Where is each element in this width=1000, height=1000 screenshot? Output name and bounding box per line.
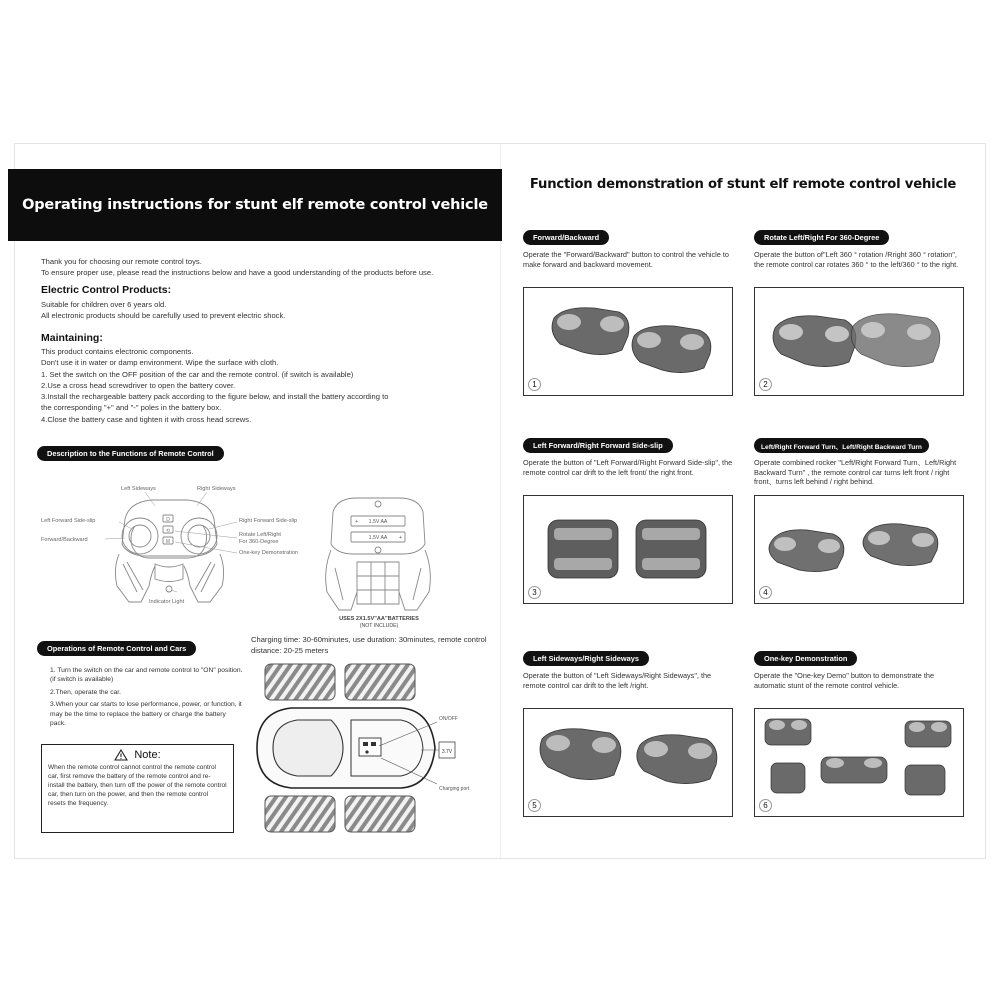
svg-text:M: M — [165, 539, 171, 545]
warning-icon — [114, 749, 128, 761]
note-header — [48, 749, 227, 761]
svg-text:D: D — [166, 517, 170, 523]
label-left-forward-sideslip: Left Forward Side-slip — [41, 518, 96, 524]
function-desc: Operate the "Forward/Backward" button to control the vehicle to make forward and backward movement. — [523, 250, 729, 269]
photo-number: 6 — [759, 799, 772, 812]
label-rotate: Rotate Left/Right — [239, 532, 281, 538]
charging-info: Charging time: 30-60minutes, use duration: 30minutes, remote control distance: 20-25 meters — [251, 635, 487, 655]
car-top-view-diagram — [251, 662, 481, 842]
label-indicator-light: Indicator Light — [149, 599, 185, 605]
photo-number: 1 — [528, 378, 541, 391]
remote-functions-pill: Description to the Functions of Remote Control — [37, 446, 224, 461]
note-box — [41, 744, 234, 833]
svg-text:+: + — [355, 519, 359, 525]
label-right-forward-sideslip: Right Forward Side-slip — [239, 518, 298, 524]
function-pill-forward-backward-turn: Left/Right Forward Turn、Left/Right Backward Turn — [754, 438, 929, 453]
right-page-title: Function demonstration of stunt elf remote control vehicle — [529, 177, 957, 192]
svg-text:+: + — [399, 535, 403, 541]
operations-list — [43, 666, 243, 731]
operation-step: 1. Turn the switch on the car and remote control to "ON" position. (if switch is available) — [50, 667, 243, 684]
maintaining-line: 2.Use a cross head screwdriver to open the battery cover. — [41, 380, 236, 390]
on-off-label: ON/OFF — [439, 716, 458, 722]
instruction-manual — [14, 143, 986, 859]
function-desc: Operate the "One-key Demo" button to demonstrate the automatic stunt of the remote control vehicle. — [754, 671, 934, 690]
label-right-sideways: Right Sideways — [197, 486, 236, 492]
intro-line: Thank you for choosing our remote control toys. — [41, 257, 202, 266]
photo-number: 4 — [759, 586, 772, 599]
maintaining-line: 1. Set the switch on the OFF position of the car and the remote control. (if switch is available) — [41, 369, 354, 379]
electric-line: All electronic products should be carefully used to prevent electric shock. — [41, 311, 286, 321]
function-photo-4 — [754, 495, 964, 604]
charging-port-label: Charging port — [439, 786, 470, 792]
operations-pill: Operations of Remote Control and Cars — [37, 641, 196, 656]
photo-number: 5 — [528, 799, 541, 812]
function-desc: Operate the button of "Left Sideways/Right Sideways", the remote control car drift to the left /right. — [523, 671, 712, 690]
function-photo-6 — [754, 708, 964, 817]
battery-label-2: 1.5V AA — [368, 535, 388, 541]
intro-line: To ensure proper use, please read the instructions below and have a good understanding of the products before use. — [41, 268, 434, 277]
maintaining-line: 4.Close the battery case and tighten it with cross head screws. — [41, 414, 252, 424]
function-desc: Operate combined rocker "Left/Right Forward Turn、Left/Right Backward Turn" , the remote control car turns left front / right front、turns left behind / right behind. — [754, 458, 957, 487]
function-photo-2 — [754, 287, 964, 396]
maintaining-line: Don't use it in water or damp environment. Wipe the surface with cloth. — [41, 358, 279, 368]
maintaining-heading: Maintaining: — [41, 332, 103, 344]
intro-text — [41, 256, 491, 278]
function-pill-one-key-demo: One-key Demonstration — [754, 651, 857, 666]
maintaining-line: the corresponding "+" and "-" poles in the battery box. — [41, 403, 222, 413]
photo-number: 3 — [528, 586, 541, 599]
operation-step: 2.Then, operate the car. — [50, 688, 122, 696]
label-forward-backward: Forward/Backward — [41, 537, 88, 543]
battery-label-1: 1.5V AA — [368, 519, 388, 525]
uses-batteries-label: USES 2X1.5V"AA"BATTERIES — [339, 616, 419, 622]
function-pill-side-slip: Left Forward/Right Forward Side-slip — [523, 438, 673, 453]
note-title: Note: — [134, 749, 161, 761]
voltage-label: 3.7V — [441, 749, 453, 755]
maintaining-text — [41, 346, 491, 425]
photo-number: 2 — [759, 378, 772, 391]
electric-line: Suitable for children over 6 years old. — [41, 300, 167, 309]
maintaining-line: This product contains electronic components. — [41, 347, 194, 356]
remote-battery-diagram — [313, 492, 443, 639]
electric-text — [41, 299, 491, 322]
electric-heading: Electric Control Products: — [41, 284, 172, 296]
left-page — [15, 144, 501, 858]
label-rotate-360: For 360-Degree — [239, 539, 279, 545]
svg-text:⟲: ⟲ — [165, 528, 171, 534]
note-text: When the remote control cannot control the remote control car, first remove the battery of the remote control and re-install the battery, then turn off the power of the remote control car, then turn on the power, and then the remote control resets the frequency. — [48, 764, 227, 807]
right-page — [501, 144, 985, 858]
left-title-banner — [8, 169, 502, 241]
left-page-title: Operating instructions for stunt elf remote control vehicle — [22, 197, 488, 213]
label-left-sideways: Left Sideways — [121, 486, 156, 492]
remote-front-diagram — [37, 474, 327, 614]
function-photo-5 — [523, 708, 733, 817]
operation-step: 3.When your car starts to lose performance, power, or function, it may be the time to replace the battery or charge the battery pack. — [50, 701, 242, 728]
function-pill-rotate-360: Rotate Left/Right For 360-Degree — [754, 230, 889, 245]
label-one-key-demo: One-key Demonstration — [239, 550, 299, 556]
function-desc: Operate the button of "Left Forward/Right Forward Side-slip", the remote control car drift to the left front/ the right front. — [523, 458, 733, 477]
function-pill-forward-backward: Forward/Backward — [523, 230, 609, 245]
function-photo-3 — [523, 495, 733, 604]
function-pill-sideways: Left Sideways/Right Sideways — [523, 651, 649, 666]
maintaining-line: 3.Install the rechargeable battery pack according to the figure below, and install the battery according to — [41, 392, 389, 402]
not-include-label: (NOT INCLUDE) — [359, 623, 399, 629]
function-photo-1 — [523, 287, 733, 396]
function-desc: Operate the button of"Left 360 ° rotation /Rright 360 ° rotation", the remote control car rotates 360 ° to the left/360 ° to the right. — [754, 250, 959, 269]
